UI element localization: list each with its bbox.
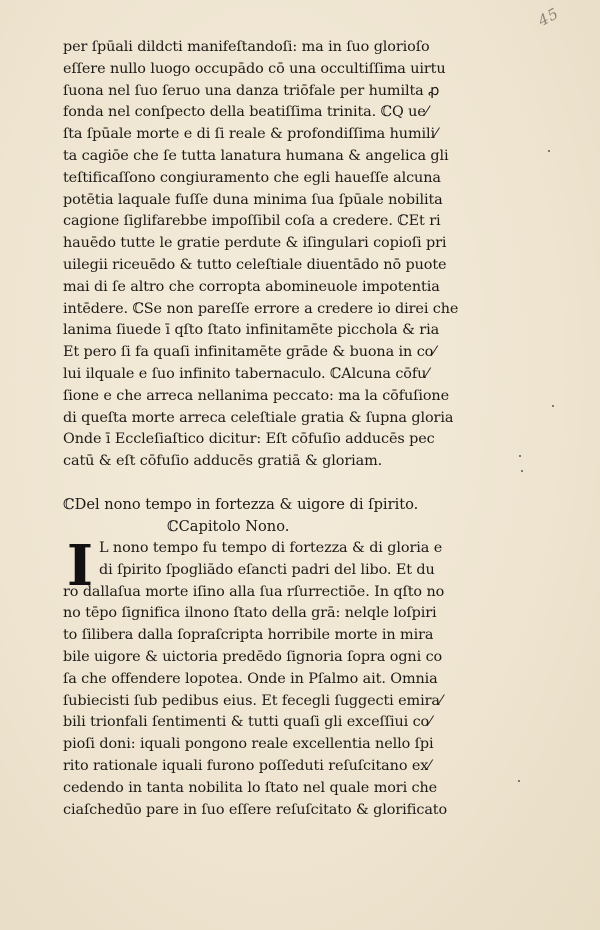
chapter-heading: ℂDel nono tempo in fortezza & uigore di ſpirito.	[63, 495, 419, 513]
text-line: Onde ī Eccleſiaſtico dicitur: Eſt cōfuſio adducēs pec	[63, 431, 435, 448]
text-line: hauēdo tutte le gratie perdute & iſingulari copioſi pri	[63, 235, 447, 252]
paragraph-block-1	[63, 37, 543, 473]
text-line: fonda nel conſpecto della beatiſſima trinita. ℂQ ue⁄	[63, 104, 429, 121]
text-line: mai di ſe altro che corropta abomineuole impotentia	[63, 278, 440, 295]
text-line: ta cagiōe che ſe tutta lanatura humana & angelica gli	[63, 147, 449, 164]
text-line: per ſpūali dildcti manifeſtandoſi: ma in ſuo glorioſo	[63, 39, 430, 55]
text-line: no tēpo ſignifica ilnono ſtato della grā: nelqle loſpiri	[63, 605, 437, 622]
margin-dot	[552, 405, 554, 407]
text-line: potētia laquale fuſſe duna minima ſua ſpūale nobilita	[63, 191, 443, 208]
text-line: cedendo in tanta nobilita lo ſtato nel quale mori che	[63, 779, 438, 796]
chapter-subheading: ℂCapitolo Nono.	[167, 517, 290, 535]
text-line: eſſere nullo luogo occupādo cō una occultiſſima uirtu	[63, 60, 446, 77]
drop-cap-initial: I	[66, 532, 94, 599]
margin-dot	[548, 150, 550, 152]
text-line: bile uigore & uictoria predēdo ſignoria ſopra ogni co	[63, 648, 443, 665]
text-line: rito rationale iquali furono poſſeduti reſuſcitano ex⁄	[63, 757, 431, 774]
text-line: ſubiecisti ſub pedibus eius. Et fecegli ſuggecti emira⁄	[63, 692, 443, 709]
text-line: ro dallaſua morte iſino alla ſua rſurrectiōe. In qſto no	[63, 583, 445, 600]
text-line: di ſpirito ſpogliādo eſancti padri del libo. Et du	[99, 561, 435, 578]
text-block	[63, 37, 543, 821]
text-line: intēdere. ℂSe non pareſſe errore a credere io direi che	[63, 300, 459, 317]
text-line: lanima ſiuede ī qſto ſtato infinitamēte picchola & ria	[63, 322, 440, 339]
text-line: bili trionfali ſentimenti & tutti quaſi gli exceſſiui co⁄	[63, 714, 432, 731]
text-line: L nono tempo fu tempo di fortezza & di gloria e	[99, 539, 443, 556]
text-line: catū & eſt cōfuſio adducēs gratiā & gloriam.	[63, 453, 383, 470]
text-line: teſtificaſſono congiuramento che egli haueſſe alcuna	[63, 169, 441, 186]
text-line: di queſta morte arreca celeſtiale gratia & ſupna gloria	[63, 409, 454, 426]
paragraph-gap	[63, 473, 543, 494]
text-line: uilegii riceuēdo & tutto celeſtiale diuentādo nō puote	[63, 256, 447, 273]
folio-note: 45	[535, 4, 563, 30]
text-line: lui ilquale e ſuo infinito tabernaculo. ℂAlcuna cōfu⁄	[63, 365, 429, 382]
text-line: ſta ſpūale morte e di ſi reale & profondiſſima humili⁄	[63, 126, 438, 143]
text-line: cagione ſiglifarebbe impoſſibil coſa a credere. ℂEt ri	[63, 213, 441, 230]
text-line: ſa che offendere lopotea. Onde in Pſalmo ait. Omnia	[63, 670, 438, 687]
chapter-body	[63, 532, 543, 821]
text-line: ſuona nel ſuo ſeruo una danza triōfale per humilta ꝓ	[63, 82, 440, 99]
text-line: ſione e che arreca nellanima peccato: ma la cōfuſione	[63, 387, 450, 404]
text-line: Et pero ſi fa quaſi infinitamēte grāde & buona in co⁄	[63, 344, 436, 361]
text-line: pioſi doni: iquali pongono reale excellentia nello ſpi	[63, 736, 434, 753]
text-line: to ſilibera dalla ſopraſcripta horribile morte in mira	[63, 627, 434, 644]
text-line: ciaſchedūo pare in ſuo eſſere reſuſcitato & glorificato	[63, 801, 448, 818]
